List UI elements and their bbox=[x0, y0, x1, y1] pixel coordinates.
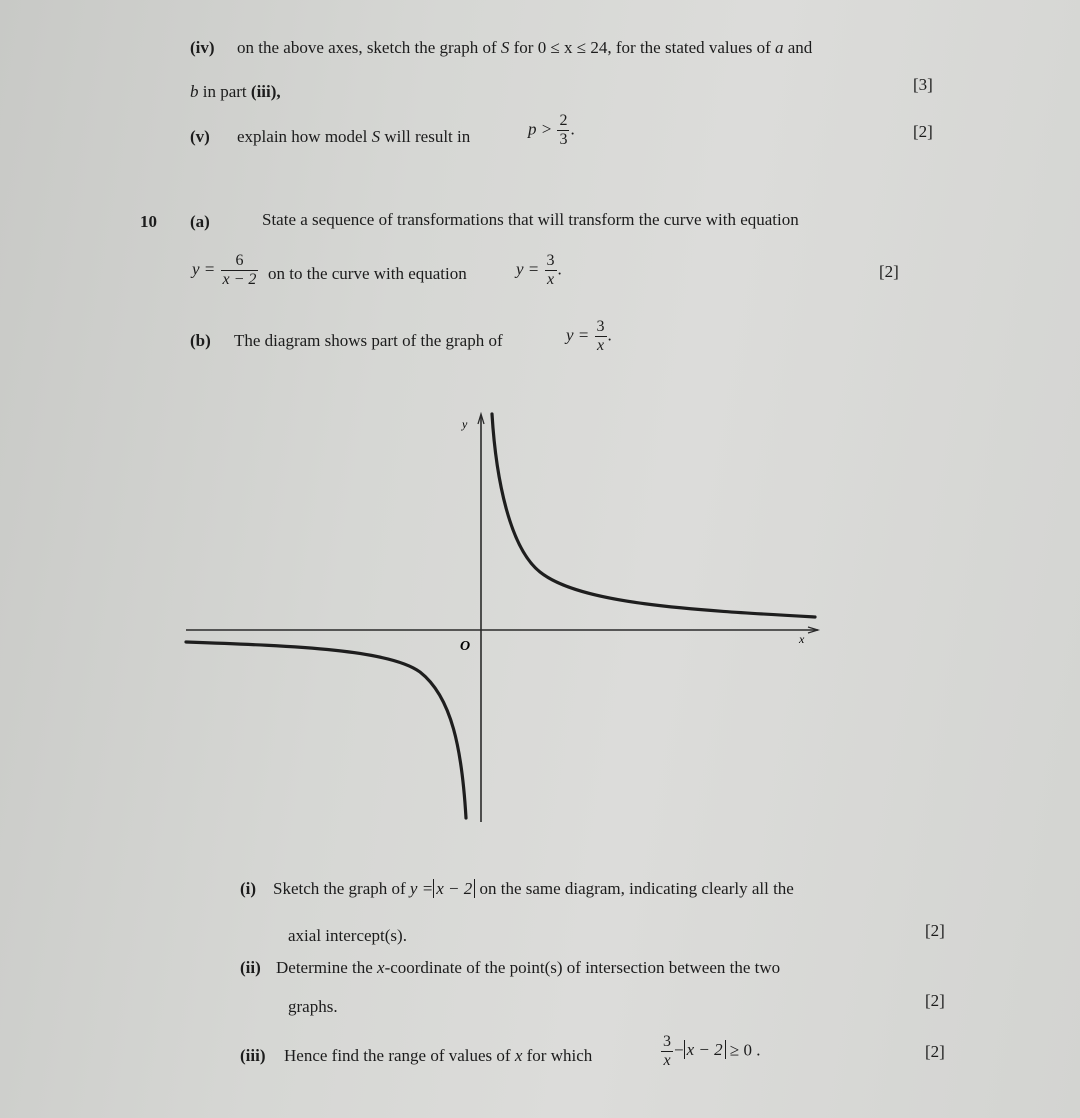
q10-b-text: The diagram shows part of the graph of bbox=[234, 331, 503, 350]
q9-iv-label: (iv) bbox=[190, 38, 215, 57]
curve-right-branch bbox=[492, 414, 815, 617]
q9-v-frac-den: 3 bbox=[559, 131, 568, 148]
q9-v-text-a: explain how model bbox=[237, 127, 368, 146]
q9-v-frac-num: 2 bbox=[559, 112, 568, 129]
q10-ii-marks: [2] bbox=[925, 991, 945, 1010]
y-axis-label: y bbox=[462, 417, 468, 431]
q9-iv-part-ref: (iii), bbox=[250, 82, 281, 101]
q10-i-text-a: Sketch the graph of bbox=[273, 879, 406, 898]
q10-a-label: (a) bbox=[190, 212, 210, 231]
curve-left-branch bbox=[186, 642, 466, 818]
q10-i-marks: [2] bbox=[925, 921, 945, 940]
q10-b-eq-den: x bbox=[596, 337, 605, 354]
q10-b-eq-lhs: y = bbox=[566, 325, 590, 345]
q10-a-marks: [2] bbox=[879, 262, 899, 281]
q9-iv-marks: [3] bbox=[913, 75, 933, 94]
q10-b-eq-num: 3 bbox=[596, 318, 605, 335]
q9-v-label: (v) bbox=[190, 127, 210, 146]
q9-v-var-s: S bbox=[371, 127, 381, 146]
q10-a-eq1-den: x − 2 bbox=[222, 271, 257, 288]
q10-iii-text-b: for which bbox=[526, 1046, 593, 1065]
q10-a-text: State a sequence of transformations that will transform the curve with equation bbox=[262, 210, 799, 229]
q10-b-label: (b) bbox=[190, 331, 211, 350]
q9-iv-text-d: and bbox=[787, 38, 813, 57]
q10-iii-label: (iii) bbox=[240, 1046, 266, 1065]
q10-iii-tail: ≥ 0 . bbox=[729, 1040, 761, 1060]
q9-v-ineq: p > bbox=[528, 119, 553, 139]
q9-iv-text-e: in part bbox=[202, 82, 247, 101]
q10-a-eq2-lhs: y = bbox=[516, 259, 540, 279]
q9-v-dot: . bbox=[570, 119, 575, 139]
q10-ii-text bbox=[276, 958, 780, 978]
q10-number: 10 bbox=[140, 212, 157, 231]
q10-ii-text-c: graphs. bbox=[288, 997, 338, 1016]
q10-i-text bbox=[273, 879, 794, 899]
q10-iii-frac-den: x bbox=[663, 1052, 671, 1069]
q9-iv-domain: 0 ≤ x ≤ 24 bbox=[537, 38, 608, 57]
q10-a-eq2-den: x bbox=[546, 271, 555, 288]
q10-iii-var-x: x bbox=[514, 1046, 523, 1065]
q10-ii-var-x: x bbox=[377, 958, 385, 977]
q10-iii-marks: [2] bbox=[925, 1042, 945, 1061]
q10-iii-fraction bbox=[661, 1033, 673, 1070]
q10-ii-text-b: -coordinate of the point(s) of intersection between the two bbox=[384, 958, 781, 977]
q9-v-marks: [2] bbox=[913, 122, 933, 141]
q9-iv-text-c: , for the stated values of bbox=[607, 38, 771, 57]
q10-a-text-b: on to the curve with equation bbox=[268, 264, 467, 283]
q10-i-eq-abs: x − 2 bbox=[433, 879, 475, 898]
q10-iii-text-a: Hence find the range of values of bbox=[284, 1046, 511, 1065]
q10-iii-frac-num: 3 bbox=[663, 1033, 671, 1050]
origin-label: O bbox=[460, 639, 471, 654]
q10-i-eq-lhs: y = bbox=[409, 879, 434, 898]
q9-iv-text-b: for bbox=[513, 38, 534, 57]
q10-ii-label: (ii) bbox=[240, 958, 261, 977]
q10-i-text-c: axial intercept(s). bbox=[288, 926, 407, 945]
q10-iii-text bbox=[284, 1046, 592, 1066]
q10-a-dot: . bbox=[557, 259, 562, 279]
q10-a-eq1-lhs: y = bbox=[192, 259, 216, 279]
q9-v-text-b: will result in bbox=[384, 127, 471, 146]
q10-a-eq2-num: 3 bbox=[546, 252, 555, 269]
q10-i-text-b: on the same diagram, indicating clearly all the bbox=[479, 879, 794, 898]
q10-i-label: (i) bbox=[240, 879, 257, 898]
q10-iii-inequality bbox=[660, 1033, 760, 1070]
q10-ii-text-a: Determine the bbox=[276, 958, 373, 977]
q9-iv-var-b: b bbox=[190, 82, 199, 101]
q9-iv-var-a: a bbox=[774, 38, 784, 57]
q9-iv-var-s: S bbox=[500, 38, 510, 57]
x-axis-label: x bbox=[799, 632, 805, 646]
q10-iii-minus: − bbox=[674, 1040, 684, 1060]
q10-a-eq1-num: 6 bbox=[221, 252, 259, 271]
q9-iv-text-a: on the above axes, sketch the graph of bbox=[237, 38, 497, 57]
q10-b-dot: . bbox=[607, 325, 612, 345]
q10-iii-abs: x − 2 bbox=[684, 1040, 726, 1059]
